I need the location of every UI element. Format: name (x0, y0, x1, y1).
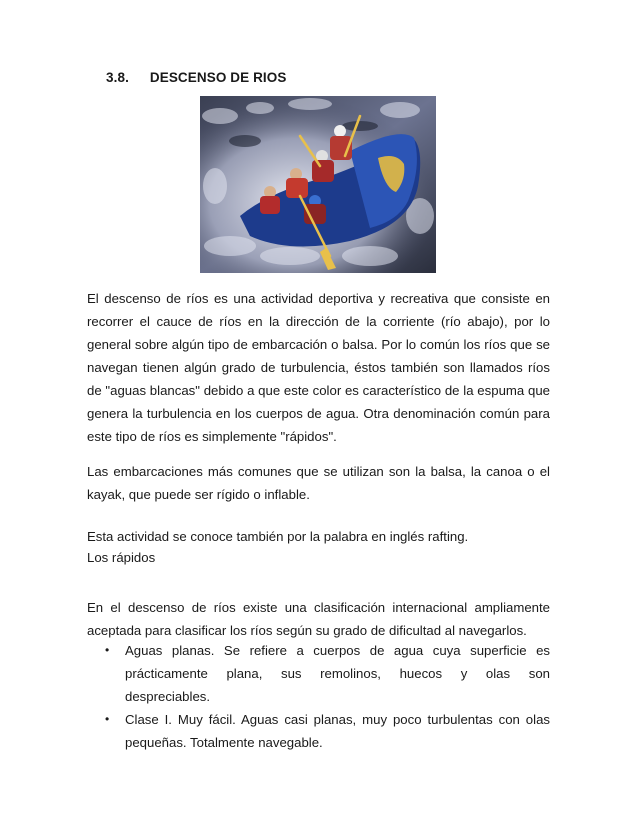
section-heading (106, 70, 287, 85)
subheading-rapidos: Los rápidos (87, 550, 156, 565)
paragraph-clasificacion: En el descenso de ríos existe una clasificación internacional ampliamente aceptada para clasificar los ríos según su grado de dificultad al navegarlos. (87, 600, 550, 638)
paragraph-embarcaciones: Las embarcaciones más comunes que se utilizan son la balsa, la canoa o el kayak, que puede ser rígido o inflable. (87, 464, 550, 502)
classification-list (87, 639, 550, 754)
bullet-icon: • (105, 643, 110, 657)
list-item (87, 708, 550, 754)
list-item (87, 639, 550, 708)
paragraph-intro: El descenso de ríos es una actividad deportiva y recreativa que consiste en recorrer el cauce de ríos en la dirección de la corriente (río abajo), por lo general sobre algún tipo de embarcación o balsa. Por lo común los ríos que se navegan tienen algún grado de turbulencia, éstos también son llamados ríos de "aguas blancas" debido a que este color es característico de la espuma que genera la turbulencia en los cuerpos de agua. Otra denominación común para este tipo de ríos es simplemente "rápidos". (87, 291, 550, 444)
section-number: 3.8. (106, 70, 129, 85)
bullet-icon: • (105, 712, 110, 726)
section-title: DESCENSO DE RIOS (149, 70, 287, 85)
paragraph-rafting: Esta actividad se conoce también por la palabra en inglés rafting. (87, 529, 469, 544)
list-item-text: Clase I. Muy fácil. Aguas casi planas, muy poco turbulentas con olas pequeñas. Totalmente navegable. (125, 712, 550, 750)
rafting-photo-illustration (200, 96, 436, 273)
list-item-text: Aguas planas. Se refiere a cuerpos de agua cuya superficie es prácticamente plana, sus remolinos, huecos y olas son despreciables. (125, 643, 550, 704)
rafting-photo (200, 96, 436, 273)
